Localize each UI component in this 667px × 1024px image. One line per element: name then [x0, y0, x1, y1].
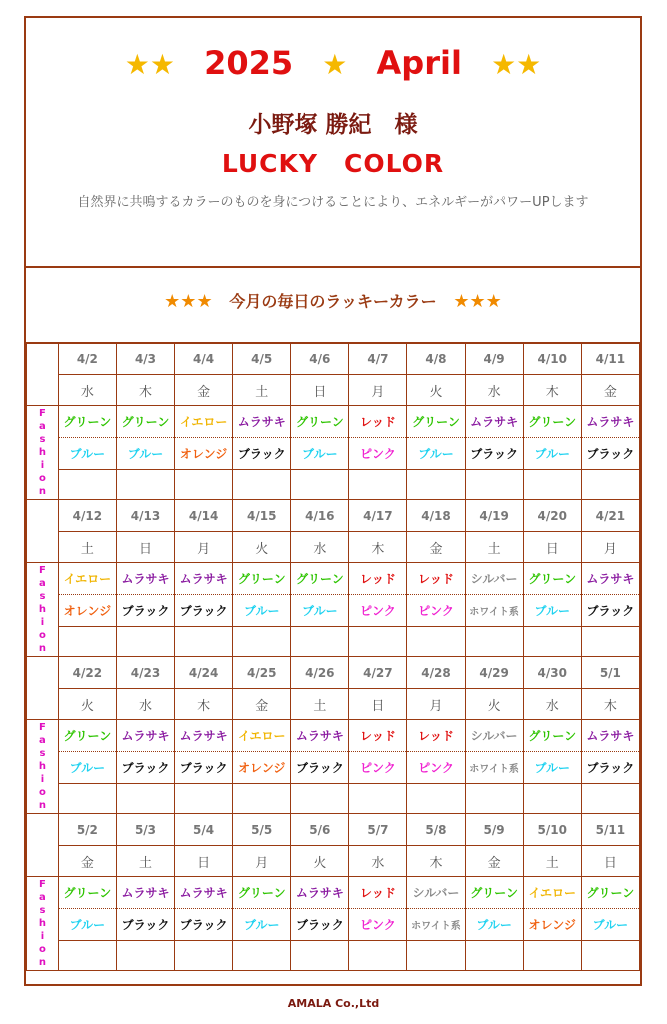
empty-cell	[233, 470, 291, 500]
empty-cell	[523, 784, 581, 814]
label-blank-cell	[27, 657, 59, 720]
subheader-text: 今月の毎日のラッキーカラー	[229, 292, 437, 311]
date-cell: 4/6	[291, 343, 349, 375]
year: 2025	[204, 44, 294, 82]
date-cell: 4/29	[465, 657, 523, 689]
lucky-color-2-cell: ブラック	[116, 909, 174, 941]
date-cell: 5/10	[523, 814, 581, 846]
date-cell: 4/2	[58, 343, 116, 375]
empty-cell	[175, 784, 233, 814]
lucky-color-1-cell: シルバー	[465, 720, 523, 752]
weekday-cell: 木	[116, 375, 174, 406]
empty-cell	[349, 470, 407, 500]
date-cell: 4/26	[291, 657, 349, 689]
star-icon: ★★★	[453, 291, 502, 312]
empty-cell	[116, 627, 174, 657]
date-cell: 4/17	[349, 500, 407, 532]
empty-cell	[523, 941, 581, 971]
lucky-color-2-cell: ブルー	[233, 909, 291, 941]
date-cell: 4/15	[233, 500, 291, 532]
date-cell: 4/3	[116, 343, 174, 375]
weekday-cell: 水	[465, 375, 523, 406]
weekday-row	[27, 375, 640, 406]
date-cell: 4/19	[465, 500, 523, 532]
month: April	[376, 44, 462, 82]
lucky-color-2-cell: ブルー	[523, 752, 581, 784]
lucky-color-1-cell: グリーン	[465, 877, 523, 909]
empty-cell	[465, 784, 523, 814]
lucky-color-2-cell: ブルー	[291, 438, 349, 470]
lucky-color-1-cell: グリーン	[116, 406, 174, 438]
weekday-cell: 木	[349, 532, 407, 563]
date-cell: 5/5	[233, 814, 291, 846]
empty-cell	[175, 941, 233, 971]
lucky-color-1-cell: ムラサキ	[465, 406, 523, 438]
empty-cell	[407, 627, 465, 657]
lucky-color-1-cell: ムラサキ	[116, 877, 174, 909]
lucky-color-2-cell: オレンジ	[233, 752, 291, 784]
lucky-color-2-cell: ブラック	[581, 438, 639, 470]
lucky-color-1-cell: レッド	[349, 877, 407, 909]
weekday-cell: 火	[58, 689, 116, 720]
blank-row	[27, 941, 640, 971]
company-footer: AMALA Co.,Ltd	[287, 997, 380, 1010]
lucky-color-1-cell: グリーン	[407, 406, 465, 438]
lucky-color-1-cell: ムラサキ	[116, 563, 174, 595]
empty-cell	[465, 627, 523, 657]
weekday-cell: 木	[175, 689, 233, 720]
lucky-color-2-cell: ブルー	[116, 438, 174, 470]
empty-cell	[58, 470, 116, 500]
weekday-cell: 金	[581, 375, 639, 406]
color1-row	[27, 406, 640, 438]
weekday-cell: 土	[291, 689, 349, 720]
blank-row	[27, 470, 640, 500]
star-icon: ★	[322, 48, 348, 81]
star-icon: ★★	[491, 48, 542, 81]
empty-cell	[523, 470, 581, 500]
weekday-cell: 火	[291, 846, 349, 877]
empty-cell	[581, 470, 639, 500]
empty-cell	[349, 784, 407, 814]
weekday-cell: 火	[465, 689, 523, 720]
lucky-color-1-cell: グリーン	[291, 563, 349, 595]
lucky-color-2-cell: オレンジ	[58, 595, 116, 627]
lucky-color-1-cell: グリーン	[233, 563, 291, 595]
lucky-color-2-cell: ブルー	[523, 438, 581, 470]
lucky-color-2-cell: ブラック	[175, 595, 233, 627]
weekday-cell: 月	[407, 689, 465, 720]
weekday-cell: 水	[116, 689, 174, 720]
date-cell: 4/20	[523, 500, 581, 532]
lucky-color-2-cell: ブラック	[175, 752, 233, 784]
empty-cell	[233, 784, 291, 814]
lucky-color-2-cell: ブラック	[581, 752, 639, 784]
weekday-cell: 土	[58, 532, 116, 563]
weekday-cell: 日	[116, 532, 174, 563]
lucky-color-2-cell: ブラック	[291, 909, 349, 941]
lucky-color-1-cell: レッド	[407, 563, 465, 595]
lucky-color-1-cell: イエロー	[523, 877, 581, 909]
lucky-color-1-cell: グリーン	[233, 877, 291, 909]
weekday-cell: 火	[233, 532, 291, 563]
empty-cell	[175, 470, 233, 500]
date-cell: 4/13	[116, 500, 174, 532]
lucky-color-1-cell: シルバー	[465, 563, 523, 595]
lucky-color-1-cell: イエロー	[58, 563, 116, 595]
weekday-cell: 土	[116, 846, 174, 877]
lucky-color-2-cell: ブルー	[58, 909, 116, 941]
lucky-color-1-cell: ムラサキ	[581, 720, 639, 752]
date-cell: 5/4	[175, 814, 233, 846]
empty-cell	[116, 941, 174, 971]
lucky-color-2-cell: ピンク	[349, 438, 407, 470]
lucky-color-2-cell: ピンク	[407, 752, 465, 784]
weekday-row	[27, 689, 640, 720]
lucky-color-2-cell: ホワイト系	[465, 752, 523, 784]
lucky-color-2-cell: ブラック	[291, 752, 349, 784]
date-cell: 5/2	[58, 814, 116, 846]
label-blank-cell	[27, 814, 59, 877]
lucky-color-2-cell: ブルー	[291, 595, 349, 627]
lucky-color-1-cell: ムラサキ	[291, 720, 349, 752]
lucky-color-1-cell: ムラサキ	[291, 877, 349, 909]
header-section	[26, 18, 640, 268]
weekday-cell: 水	[58, 375, 116, 406]
color1-row	[27, 877, 640, 909]
date-row	[27, 657, 640, 689]
empty-cell	[581, 627, 639, 657]
weekday-row	[27, 532, 640, 563]
date-cell: 4/7	[349, 343, 407, 375]
date-cell: 4/8	[407, 343, 465, 375]
date-cell: 4/11	[581, 343, 639, 375]
empty-cell	[58, 627, 116, 657]
empty-cell	[407, 784, 465, 814]
lucky-color-2-cell: ブルー	[233, 595, 291, 627]
lucky-color-2-cell: ブラック	[465, 438, 523, 470]
lucky-color-2-cell: ブラック	[116, 595, 174, 627]
date-cell: 4/18	[407, 500, 465, 532]
lucky-color-1-cell: ムラサキ	[581, 406, 639, 438]
fashion-label: F a s h i o n	[27, 720, 59, 814]
date-cell: 4/28	[407, 657, 465, 689]
date-cell: 4/25	[233, 657, 291, 689]
empty-cell	[291, 470, 349, 500]
empty-cell	[291, 941, 349, 971]
weekday-cell: 土	[233, 375, 291, 406]
weekday-cell: 金	[407, 532, 465, 563]
lucky-color-2-cell: ブルー	[581, 909, 639, 941]
color2-row	[27, 909, 640, 941]
blank-row	[27, 784, 640, 814]
weekday-cell: 日	[291, 375, 349, 406]
date-cell: 4/30	[523, 657, 581, 689]
date-cell: 4/27	[349, 657, 407, 689]
lucky-color-1-cell: シルバー	[407, 877, 465, 909]
weekday-cell: 木	[407, 846, 465, 877]
customer-name: 小野塚 勝紀 様	[248, 112, 418, 138]
date-cell: 5/6	[291, 814, 349, 846]
date-cell: 5/9	[465, 814, 523, 846]
lucky-color-1-cell: グリーン	[581, 877, 639, 909]
title-row	[26, 44, 640, 82]
label-blank-cell	[27, 500, 59, 563]
weekday-cell: 月	[581, 532, 639, 563]
empty-cell	[465, 470, 523, 500]
weekday-cell: 木	[523, 375, 581, 406]
date-cell: 4/14	[175, 500, 233, 532]
date-cell: 4/24	[175, 657, 233, 689]
empty-cell	[581, 784, 639, 814]
lucky-color-2-cell: ブルー	[58, 438, 116, 470]
empty-cell	[116, 784, 174, 814]
lucky-color-1-cell: レッド	[349, 563, 407, 595]
weekday-cell: 月	[175, 532, 233, 563]
fashion-label: F a s h i o n	[27, 406, 59, 500]
date-cell: 4/4	[175, 343, 233, 375]
fashion-label: F a s h i o n	[27, 877, 59, 971]
weekday-cell: 日	[523, 532, 581, 563]
fashion-label: F a s h i o n	[27, 563, 59, 657]
empty-cell	[465, 941, 523, 971]
lucky-color-1-cell: グリーン	[523, 720, 581, 752]
lucky-color-2-cell: ブルー	[58, 752, 116, 784]
date-cell: 5/11	[581, 814, 639, 846]
empty-cell	[116, 470, 174, 500]
lucky-color-2-cell: ホワイト系	[407, 909, 465, 941]
lucky-color-1-cell: グリーン	[58, 406, 116, 438]
weekday-row	[27, 846, 640, 877]
date-cell: 4/16	[291, 500, 349, 532]
calendar-frame	[24, 16, 642, 986]
lucky-color-2-cell: ピンク	[407, 595, 465, 627]
color2-row	[27, 595, 640, 627]
empty-cell	[233, 627, 291, 657]
lucky-color-1-cell: グリーン	[58, 877, 116, 909]
empty-cell	[581, 941, 639, 971]
date-cell: 5/7	[349, 814, 407, 846]
lucky-color-2-cell: ブルー	[407, 438, 465, 470]
empty-cell	[349, 941, 407, 971]
lucky-color-2-cell: ブラック	[233, 438, 291, 470]
weekday-cell: 月	[349, 375, 407, 406]
description: 自然界に共鳴するカラーのものを身につけることにより、エネルギーがパワーUPします	[77, 195, 589, 210]
star-icon: ★★	[124, 48, 175, 81]
empty-cell	[291, 627, 349, 657]
date-cell: 5/1	[581, 657, 639, 689]
weekday-cell: 火	[407, 375, 465, 406]
weekday-cell: 水	[523, 689, 581, 720]
lucky-color-2-cell: ブラック	[116, 752, 174, 784]
date-cell: 4/21	[581, 500, 639, 532]
weekday-cell: 金	[58, 846, 116, 877]
lucky-color-2-cell: ブルー	[523, 595, 581, 627]
weekday-cell: 土	[465, 532, 523, 563]
lucky-color-heading: LUCKY COLOR	[221, 149, 445, 178]
calendar-table	[26, 342, 640, 971]
lucky-color-2-cell: オレンジ	[175, 438, 233, 470]
empty-cell	[175, 627, 233, 657]
weekday-cell: 日	[581, 846, 639, 877]
weekday-cell: 土	[523, 846, 581, 877]
lucky-color-2-cell: ブルー	[465, 909, 523, 941]
empty-cell	[349, 627, 407, 657]
lucky-color-2-cell: ブラック	[175, 909, 233, 941]
color2-row	[27, 752, 640, 784]
lucky-color-1-cell: レッド	[349, 720, 407, 752]
empty-cell	[407, 941, 465, 971]
lucky-color-2-cell: ブラック	[581, 595, 639, 627]
empty-cell	[291, 784, 349, 814]
date-row	[27, 814, 640, 846]
empty-cell	[233, 941, 291, 971]
lucky-color-1-cell: イエロー	[233, 720, 291, 752]
date-cell: 5/8	[407, 814, 465, 846]
lucky-color-2-cell: ピンク	[349, 595, 407, 627]
lucky-color-1-cell: イエロー	[175, 406, 233, 438]
lucky-color-1-cell: レッド	[407, 720, 465, 752]
lucky-color-1-cell: レッド	[349, 406, 407, 438]
subheader	[26, 266, 640, 344]
date-cell: 4/22	[58, 657, 116, 689]
lucky-color-1-cell: グリーン	[291, 406, 349, 438]
date-cell: 4/12	[58, 500, 116, 532]
lucky-color-1-cell: グリーン	[58, 720, 116, 752]
weekday-cell: 金	[175, 375, 233, 406]
empty-cell	[58, 784, 116, 814]
lucky-color-1-cell: ムラサキ	[175, 877, 233, 909]
weekday-cell: 月	[233, 846, 291, 877]
date-cell: 4/9	[465, 343, 523, 375]
weekday-cell: 水	[291, 532, 349, 563]
weekday-cell: 木	[581, 689, 639, 720]
weekday-cell: 日	[175, 846, 233, 877]
empty-cell	[58, 941, 116, 971]
date-row	[27, 343, 640, 375]
color2-row	[27, 438, 640, 470]
date-cell: 4/23	[116, 657, 174, 689]
color1-row	[27, 563, 640, 595]
date-cell: 4/5	[233, 343, 291, 375]
date-cell: 5/3	[116, 814, 174, 846]
lucky-color-1-cell: グリーン	[523, 406, 581, 438]
empty-cell	[407, 470, 465, 500]
lucky-color-1-cell: グリーン	[523, 563, 581, 595]
label-blank-cell	[27, 343, 59, 406]
lucky-color-1-cell: ムラサキ	[175, 563, 233, 595]
lucky-color-2-cell: ピンク	[349, 909, 407, 941]
color1-row	[27, 720, 640, 752]
weekday-cell: 水	[349, 846, 407, 877]
lucky-color-1-cell: ムラサキ	[175, 720, 233, 752]
lucky-color-2-cell: オレンジ	[523, 909, 581, 941]
star-icon: ★★★	[164, 291, 213, 312]
weekday-cell: 日	[349, 689, 407, 720]
lucky-color-1-cell: ムラサキ	[233, 406, 291, 438]
date-row	[27, 500, 640, 532]
lucky-color-2-cell: ホワイト系	[465, 595, 523, 627]
lucky-color-1-cell: ムラサキ	[581, 563, 639, 595]
blank-row	[27, 627, 640, 657]
weekday-cell: 金	[465, 846, 523, 877]
weekday-cell: 金	[233, 689, 291, 720]
empty-cell	[523, 627, 581, 657]
lucky-color-2-cell: ピンク	[349, 752, 407, 784]
lucky-color-1-cell: ムラサキ	[116, 720, 174, 752]
date-cell: 4/10	[523, 343, 581, 375]
